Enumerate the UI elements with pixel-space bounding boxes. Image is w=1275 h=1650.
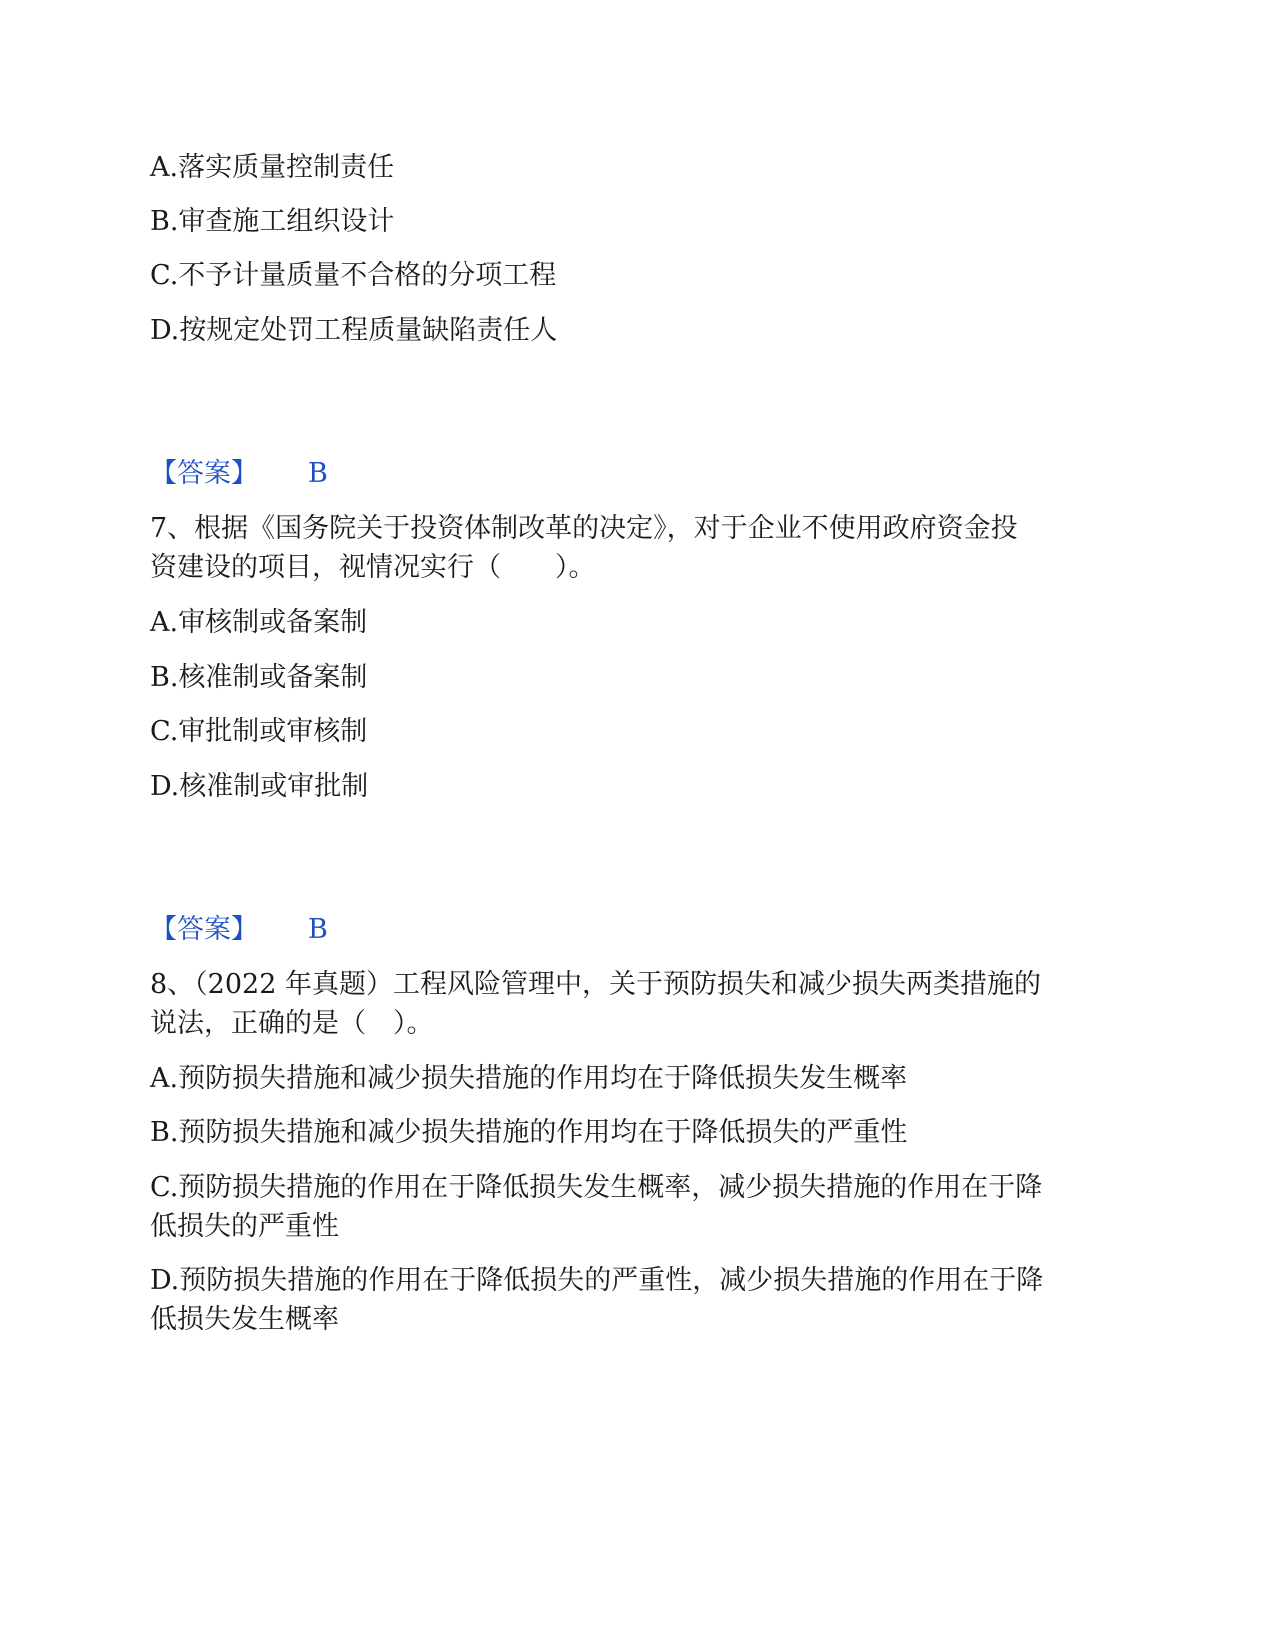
q8-stem-line-1: 8、（2022 年真题）工程风险管理中，关于预防损失和减少损失两类措施的 — [150, 969, 1041, 1000]
q6-answer — [150, 454, 328, 494]
q7-answer — [150, 910, 328, 950]
q7-option-d: D.核准制或审批制 — [150, 771, 369, 802]
q7-option-a: A.审核制或备案制 — [150, 607, 368, 638]
answer-value: B — [308, 914, 328, 945]
q8-option-c-line-1: C.预防损失措施的作用在于降低损失发生概率，减少损失措施的作用在于降 — [150, 1172, 1043, 1203]
q8-option-b: B.预防损失措施和减少损失措施的作用均在于降低损失的严重性 — [150, 1117, 908, 1148]
q8-option-d-line-1: D.预防损失措施的作用在于降低损失的严重性，减少损失措施的作用在于降 — [150, 1265, 1044, 1296]
q8-option-a: A.预防损失措施和减少损失措施的作用均在于降低损失发生概率 — [150, 1063, 908, 1094]
q6-option-b: B.审查施工组织设计 — [150, 206, 395, 237]
q7-option-c: C.审批制或审核制 — [150, 716, 368, 747]
q7-option-b: B.核准制或备案制 — [150, 662, 368, 693]
q6-option-c: C.不予计量质量不合格的分项工程 — [150, 260, 557, 291]
q6-option-d: D.按规定处罚工程质量缺陷责任人 — [150, 315, 558, 346]
answer-label: 【答案】 — [150, 458, 258, 489]
answer-label: 【答案】 — [150, 914, 258, 945]
q7-stem-line-1: 7、根据《国务院关于投资体制改革的决定》，对于企业不使用政府资金投 — [150, 513, 1018, 544]
q6-option-a: A.落实质量控制责任 — [150, 152, 395, 183]
q8-stem-line-2: 说法，正确的是（ ）。 — [150, 1008, 434, 1039]
q8-option-d-line-2: 低损失发生概率 — [150, 1304, 339, 1335]
answer-value: B — [308, 458, 328, 489]
q7-stem-line-2: 资建设的项目，视情况实行（ ）。 — [150, 552, 596, 583]
q8-option-c-line-2: 低损失的严重性 — [150, 1211, 339, 1242]
